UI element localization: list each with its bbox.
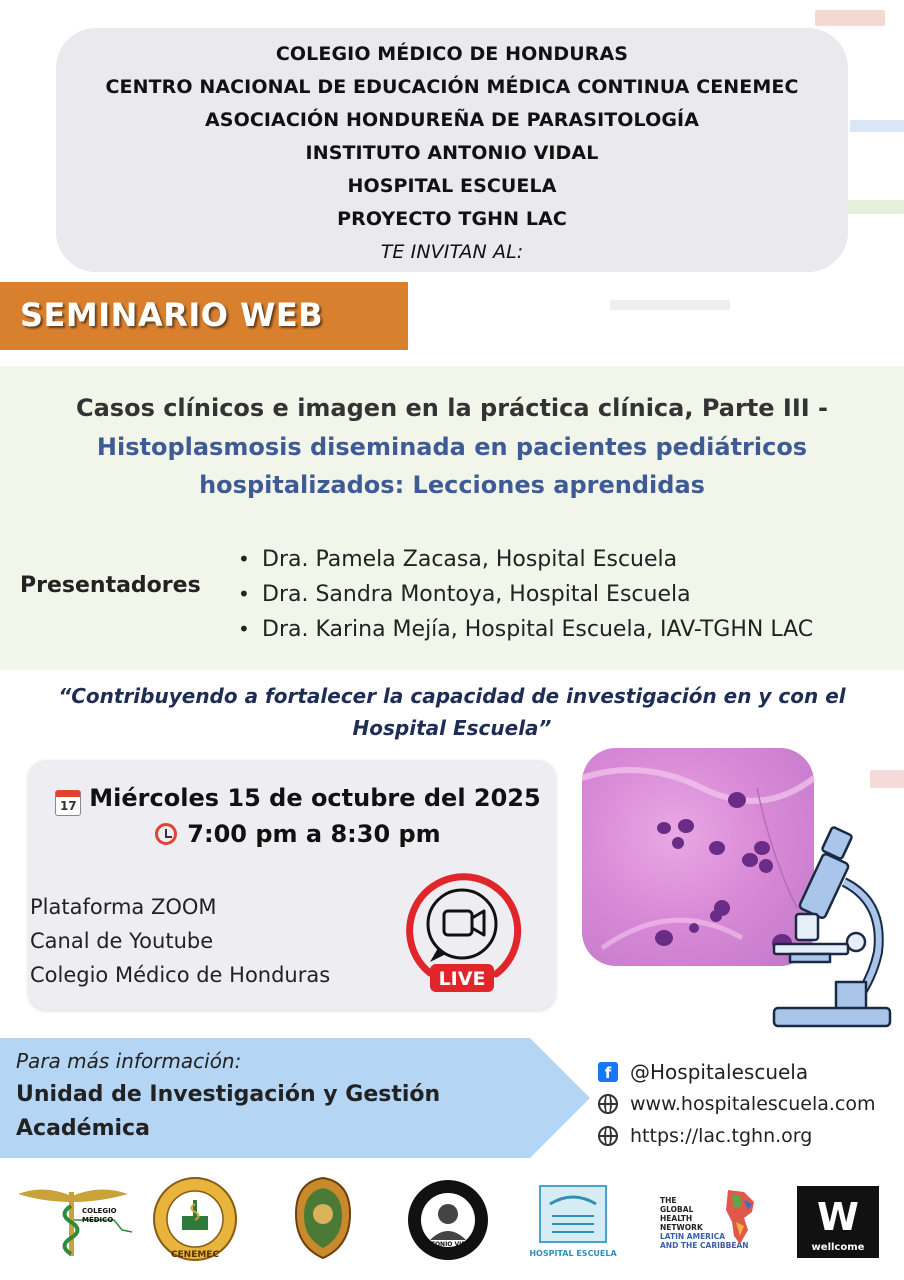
wellcome-logo-name: wellcome [811, 1242, 865, 1253]
cenemec-logo [152, 1176, 238, 1262]
presenter-item: • Dra. Sandra Montoya, Hospital Escuela [238, 577, 813, 612]
facebook-handle: @Hospitalescuela [630, 1060, 809, 1084]
colegio-medico-logo [14, 1180, 132, 1260]
hospital-escuela-logo [529, 1184, 617, 1260]
info-unit [16, 1078, 476, 1146]
platform-item: Colegio Médico de Honduras [30, 963, 331, 987]
event-date-row [48, 784, 548, 816]
talk-title-topic: Histoplasmosis diseminada en pacientes pediátricos hospitalizados: Lecciones aprendidas [96, 433, 808, 499]
presenters-list [238, 542, 813, 647]
alarm-clock-icon [155, 823, 177, 845]
tghn-lac-logo [660, 1186, 762, 1256]
website-url: https://lac.tghn.org [630, 1125, 813, 1147]
event-date: Miércoles 15 de octubre del 2025 [89, 784, 541, 812]
info-label: Para más información: [16, 1049, 242, 1073]
talk-title-series: Casos clínicos e imagen en la práctica clínica, Parte III - [75, 394, 828, 422]
info-unit-name: Unidad de Investigación y Gestión Académica [16, 1082, 441, 1141]
tghn-logo-line: GLOBAL [660, 1205, 694, 1214]
microscope-icon [766, 822, 894, 1032]
organizer-line: HOSPITAL ESCUELA [347, 175, 557, 197]
organizers-box [56, 28, 848, 272]
hospital-escuela-logo-text: HOSPITAL ESCUELA [529, 1249, 617, 1258]
website-link-tghn[interactable] [598, 1120, 876, 1152]
iav-logo-name: ANTONIO VIDAL [421, 1241, 475, 1248]
tghn-logo-region: LATIN AMERICA [660, 1232, 726, 1241]
seminar-banner-label: SEMINARIO WEB [20, 296, 324, 334]
background-shape [610, 300, 730, 310]
event-time: 7:00 pm a 8:30 pm [187, 820, 441, 848]
presenters-label: Presentadores [20, 573, 201, 598]
globe-icon [598, 1126, 618, 1146]
platforms-list [30, 890, 330, 992]
seminar-banner [0, 282, 408, 350]
organizer-line: CENTRO NACIONAL DE EDUCACIÓN MÉDICA CONTINUA CENEMEC [105, 76, 799, 98]
cenemec-logo-text: CENEMEC [170, 1250, 220, 1260]
organizer-line: COLEGIO MÉDICO DE HONDURAS [275, 43, 629, 65]
organizer-line: INSTITUTO ANTONIO VIDAL [305, 142, 599, 164]
website-url: www.hospitalescuela.com [630, 1093, 876, 1115]
event-card [28, 760, 556, 1010]
background-shape [840, 200, 904, 214]
background-shape [815, 10, 885, 26]
organizer-line: PROYECTO TGHN LAC [337, 208, 567, 230]
event-time-row [48, 820, 548, 848]
tghn-logo-region: AND THE CARIBBEAN [660, 1241, 749, 1250]
wellcome-logo-mark: W [817, 1195, 859, 1239]
presenter-item: • Dra. Karina Mejía, Hospital Escuela, IAV-TGHN LAC [238, 612, 813, 647]
platform-item: Plataforma ZOOM [30, 895, 217, 919]
website-link-hospital[interactable] [598, 1088, 876, 1120]
invite-text: TE INVITAN AL: [380, 241, 524, 263]
presenter-item: • Dra. Pamela Zacasa, Hospital Escuela [238, 542, 813, 577]
calendar-icon [55, 790, 81, 816]
motto-quote: “Contribuyendo a fortalecer la capacidad de investigación en y con el Hospital Escuela” [58, 684, 846, 740]
instituto-antonio-vidal-logo [406, 1178, 490, 1262]
colegio-logo-line2: MÉDICO [82, 1216, 114, 1224]
contacts-list [598, 1056, 876, 1152]
calendar-icon-day: 17 [59, 799, 77, 813]
live-label: LIVE [438, 968, 486, 990]
organizers-list [56, 28, 848, 269]
platform-item: Canal de Youtube [30, 929, 214, 953]
wellcome-logo [797, 1186, 879, 1258]
tghn-logo-line: NETWORK [660, 1223, 703, 1232]
organizer-line: ASOCIACIÓN HONDUREÑA DE PARASITOLOGÍA [204, 109, 700, 131]
facebook-contact[interactable] [598, 1056, 876, 1088]
facebook-icon: f [598, 1062, 618, 1082]
parasitologia-logo [294, 1176, 352, 1260]
tghn-logo-line: THE [660, 1196, 677, 1205]
live-video-icon [400, 868, 524, 992]
globe-icon [598, 1094, 618, 1114]
colegio-logo-line1: COLEGIO [82, 1207, 117, 1215]
tghn-logo-line: HEALTH [660, 1214, 693, 1223]
background-shape [850, 120, 904, 132]
background-shape [870, 770, 904, 788]
